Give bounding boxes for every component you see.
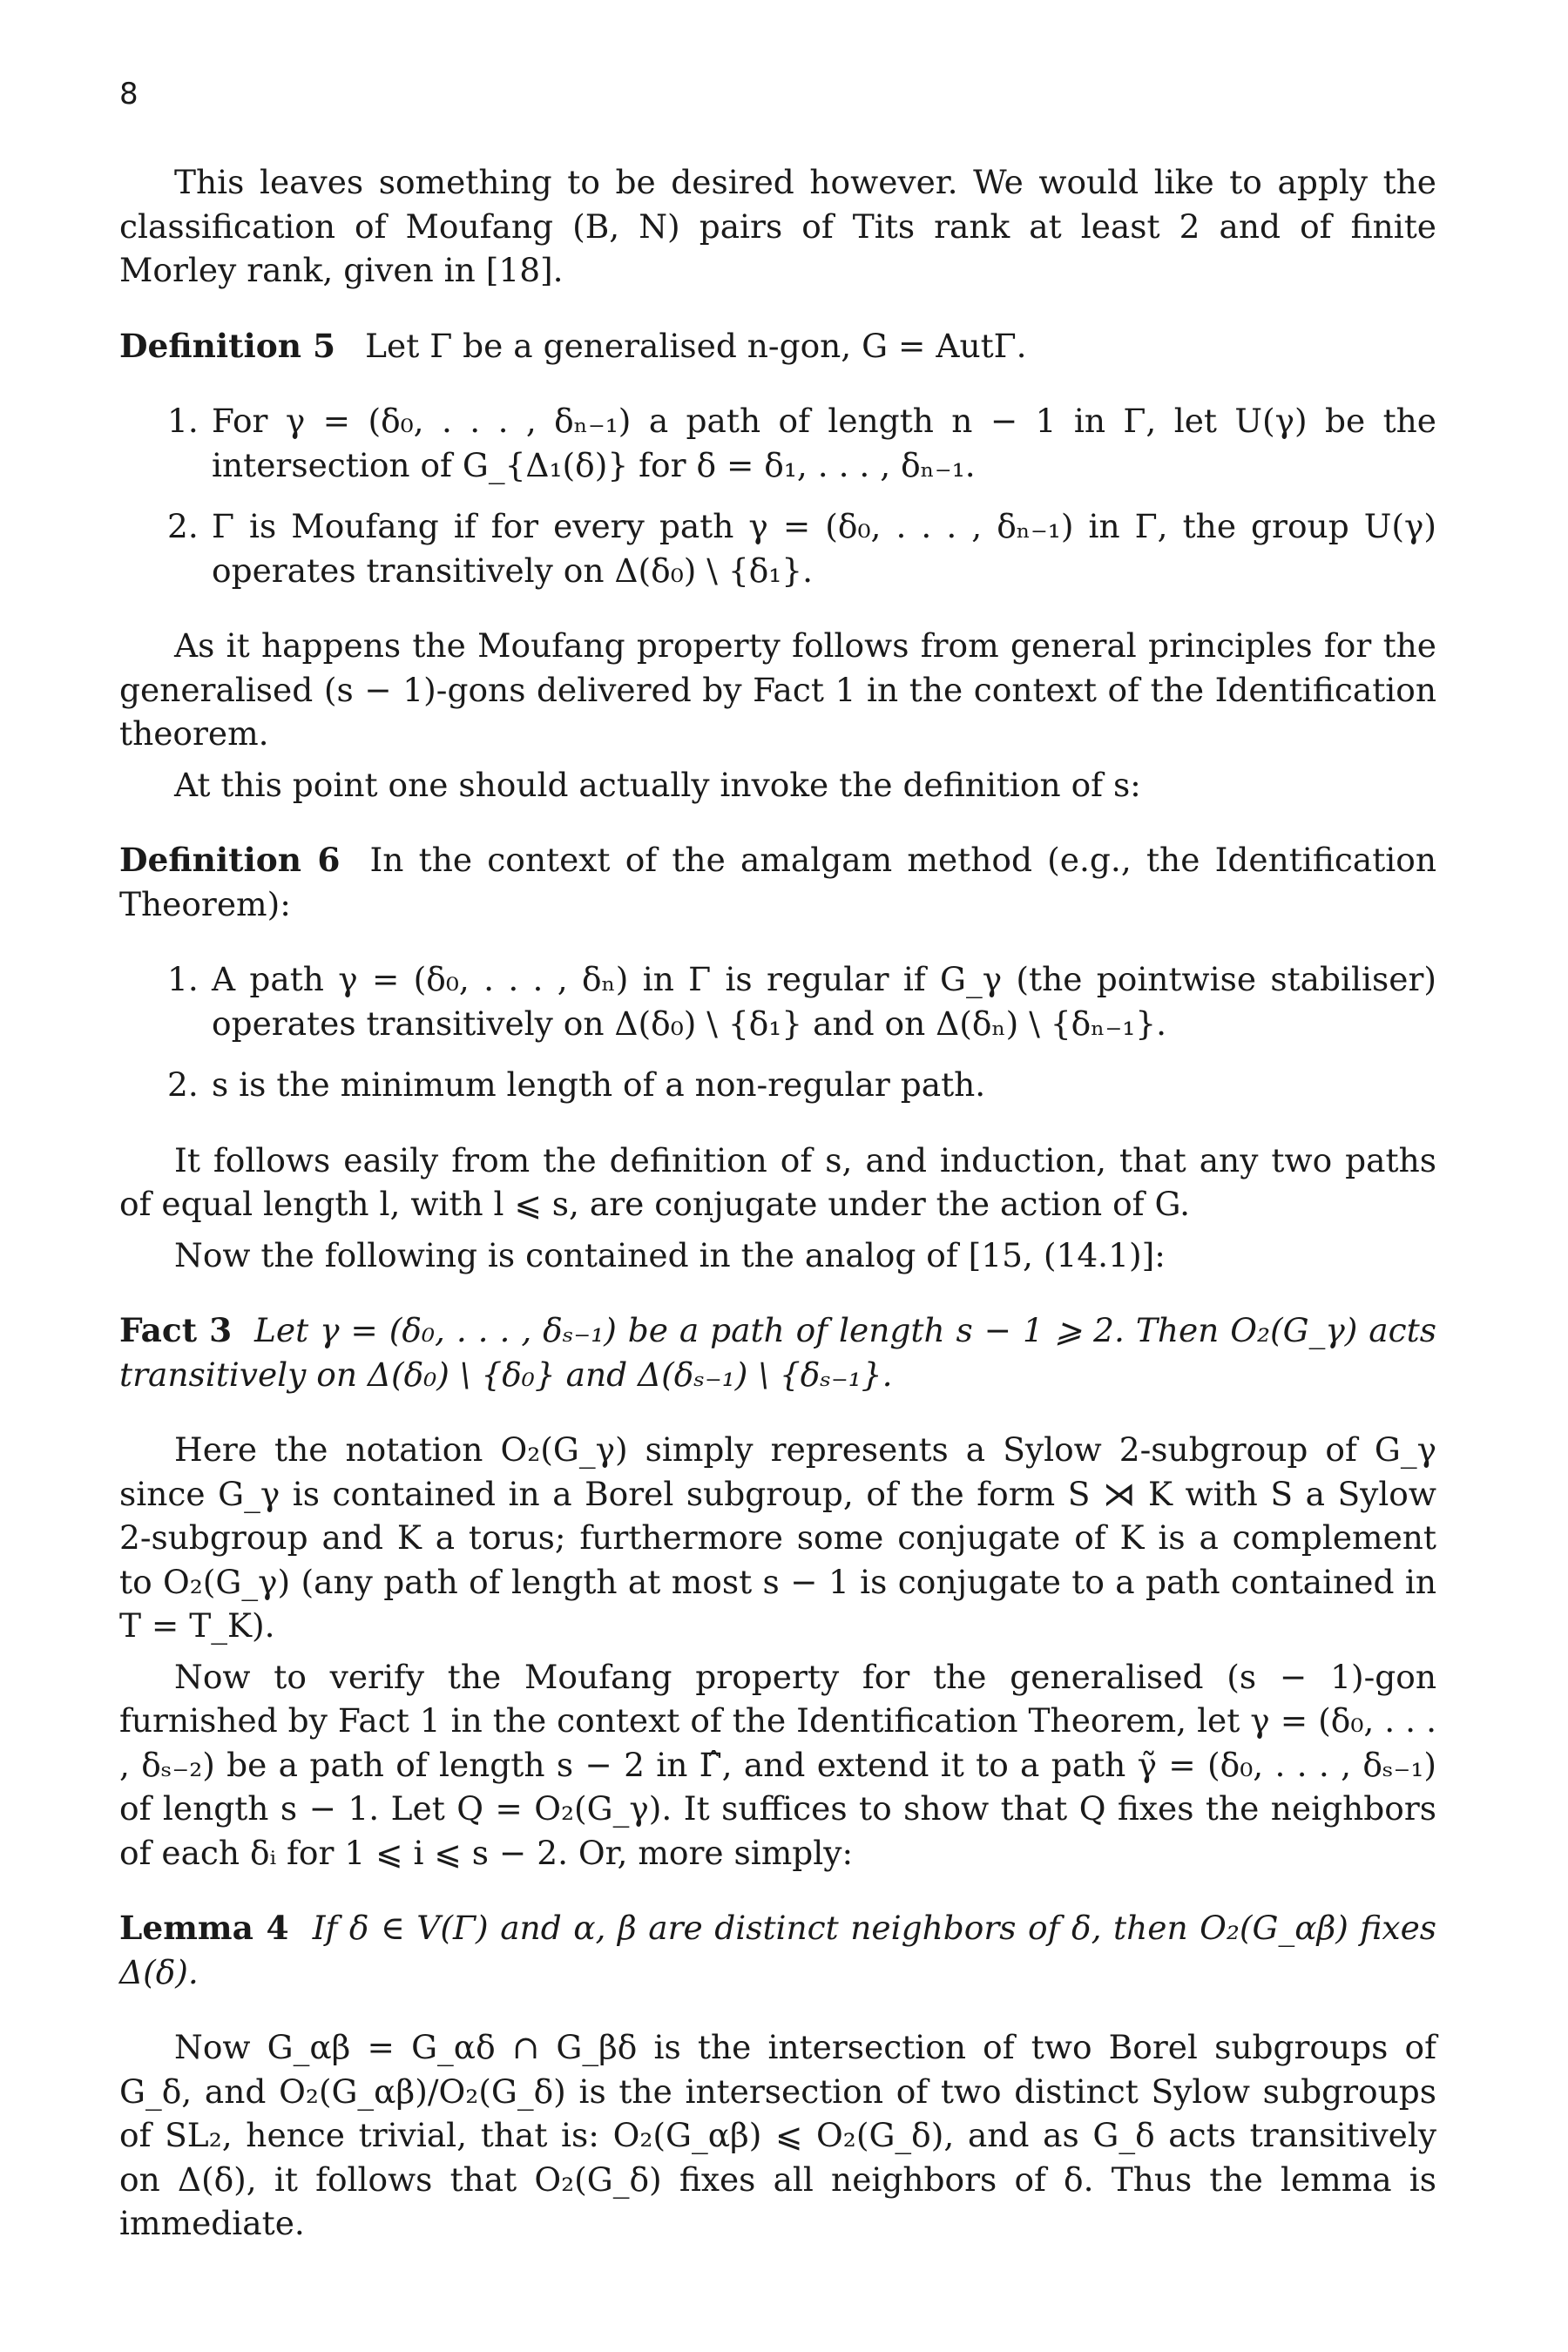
definition-5-text: Let Γ be a generalised n-gon, G = AutΓ. [365,326,1027,365]
page-number: 8 [119,77,139,112]
item-text: Γ is Moufang if for every path γ = (δ₀, . . . , δₙ₋₁) in Γ, the group U(γ) operates transitively on Δ(δ₀) \ {δ₁}. [212,507,1436,590]
paragraph-moufang-property: As it happens the Moufang property follows from general principles for the generalised (s − 1)-gons delivered by Fact 1 in the context of the Identification theorem. [119,626,1436,753]
definition-6-label: Definition 6 [119,841,341,879]
lemma-4-label: Lemma 4 [119,1909,289,1947]
fact-3 [119,1308,1436,1396]
paragraph-proof: Now G_αβ = G_αδ ∩ G_βδ is the intersection of two Borel subgroups of G_δ, and O₂(G_αβ)/O₂(G_δ) is the intersection of two distinct Sylow subgroups of SL₂, hence trivial, that is: O₂(G_αβ) ⩽ O₂(G_δ), and as G_δ acts transitively on Δ(δ), it follows that O₂(G_δ) fixes all neighbors of δ. Thus the lemma is immediate. [119,2028,1436,2242]
lemma-4-text: If δ ∈ V(Γ) and α, β are distinct neighbors of δ, then O₂(G_αβ) fixes Δ(δ). [119,1909,1437,1991]
item-number: 1. [167,960,199,998]
paragraph-analog: Now the following is contained in the analog of [15, (14.1)]: [174,1235,1166,1274]
definition-6-text: In the context of the amalgam method (e.g., the Identification Theorem): [119,841,1436,923]
item-text: A path γ = (δ₀, . . . , δₙ) in Γ is regular if G_γ (the pointwise stabiliser) operates transitively on Δ(δ₀) \ {δ₁} and on Δ(δₙ) \ {δₙ₋₁}. [212,960,1436,1043]
item-number: 2. [167,1065,199,1104]
paragraph-verify-moufang: Now to verify the Moufang property for the generalised (s − 1)-gon furnished by Fact 1 in the context of the Identification Theorem, let γ = (δ₀, . . . , δₛ₋₂) be a path of length s − 2 in Γ̂, and extend it to a path γ̃ = (δ₀, . . . , δₛ₋₁) of length s − 1. Let Q = O₂(G_γ). It suffices to show that Q fixes the neighbors of each δᵢ for 1 ⩽ i ⩽ s − 2. Or, more simply: [119,1657,1436,1872]
paragraph-notation: Here the notation O₂(G_γ) simply represents a Sylow 2-subgroup of G_γ since G_γ is contained in a Borel subgroup, of the form S ⋊ K with S a Sylow 2-subgroup and K a torus; furthermore some conjugate of K is a complement to O₂(G_γ) (any path of length at most s − 1 is conjugate to a path contained in T = T_K). [119,1430,1436,1645]
fact-3-text: Let γ = (δ₀, . . . , δₛ₋₁) be a path of length s − 1 ⩾ 2. Then O₂(G_γ) acts transitively on Δ(δ₀) \ {δ₀} and Δ(δₛ₋₁) \ {δₛ₋₁}. [119,1311,1436,1394]
paragraph-invoke-definition: At this point one should actually invoke the definition of s: [174,765,1141,804]
item-text: For γ = (δ₀, . . . , δₙ₋₁) a path of length n − 1 in Γ, let U(γ) be the intersection of G_{Δ₁(δ)} for δ = δ₁, . . . , δₙ₋₁. [212,402,1436,484]
definition-6-heading [119,838,1436,926]
definition-5-item-1 [119,399,1436,487]
definition-6-item-2 [119,1063,1436,1107]
item-text: s is the minimum length of a non-regular path. [212,1065,986,1104]
definition-5-label: Definition 5 [119,326,336,365]
lemma-4 [119,1906,1436,1994]
paragraph-intro: This leaves something to be desired however. We would like to apply the classification of Moufang (B, N) pairs of Tits rank at least 2 and of finite Morley rank, given in [18]. [119,163,1436,289]
item-number: 2. [167,507,199,545]
definition-6-item-1 [119,957,1436,1045]
paragraph-induction: It follows easily from the definition of s, and induction, that any two paths of equal length l, with l ⩽ s, are conjugate under the action of G. [119,1140,1436,1223]
fact-3-label: Fact 3 [119,1311,233,1349]
definition-5-heading [119,324,1436,368]
page-body [119,160,1436,2246]
definition-5-item-2 [119,504,1436,592]
item-number: 1. [167,402,199,440]
